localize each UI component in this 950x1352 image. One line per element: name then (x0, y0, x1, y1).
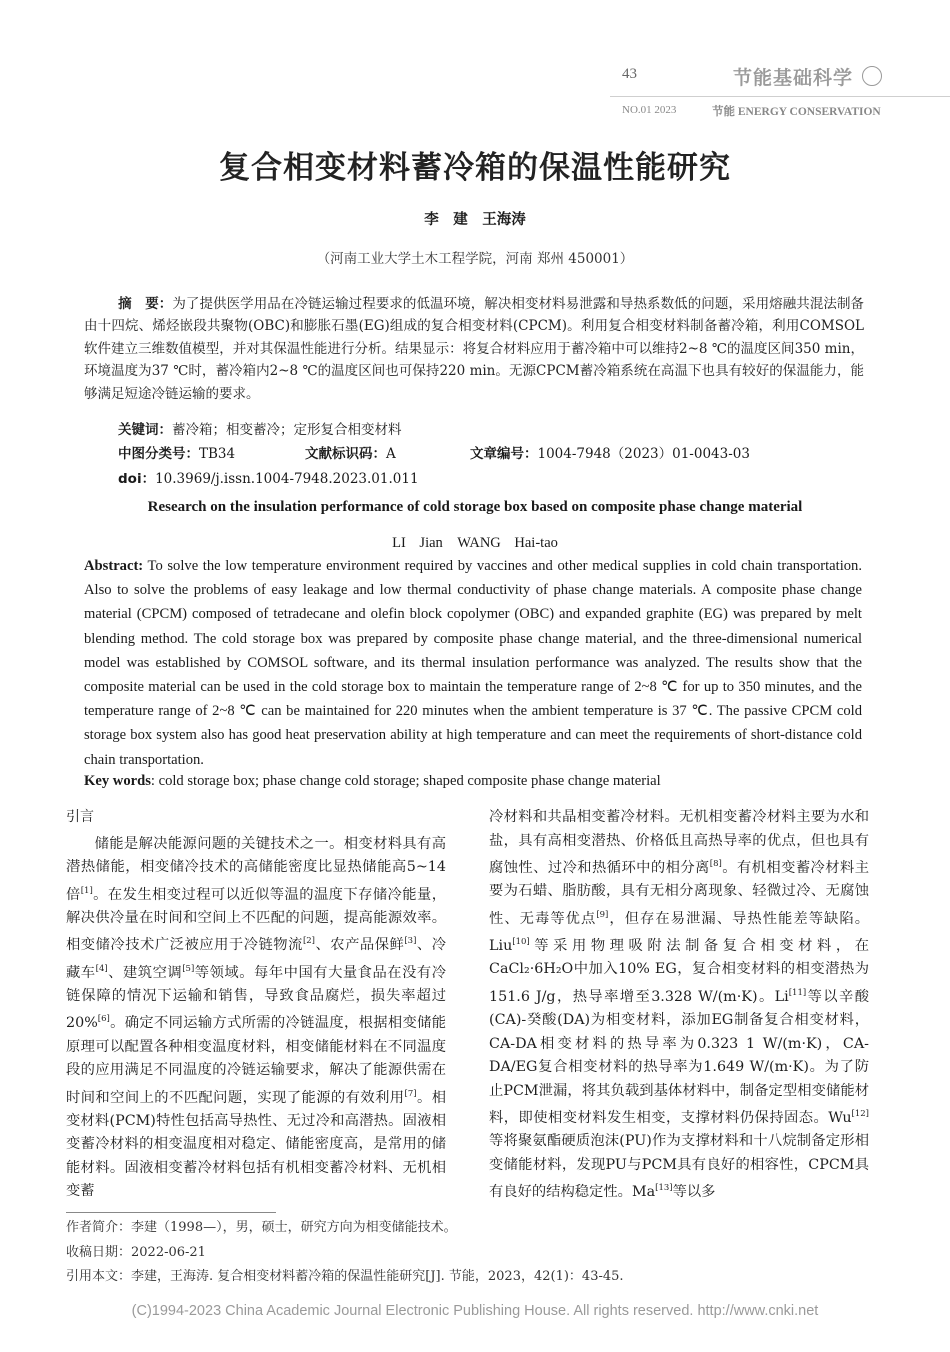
copyright-notice: (C)1994-2023 China Academic Journal Electronic Publishing House. All rights reserved. http://www.cnki.net (131, 1303, 819, 1319)
paper-title: 复合相变材料蓄冷箱的保温性能研究 (219, 150, 731, 186)
article-number-label: 文章编号： (470, 446, 538, 462)
english-authors: LI Jian WANG Hai-tao (392, 535, 558, 551)
abstract-en-text: To solve the low temperature environment required by vaccines and other medical supplies in cold chain transportation. Also to solve the problems of easy leakage and low thermal conductivity of phase change materials. A composite phase change material (CPCM) composed of tetradecane and olefin block copolymer (OBC) and expanded graphite (EG) was prepared by melt blending method. The cold storage box was prepared by composite phase change material, and the three-dimensional numerical model was established by COMSOL software, and its thermal insulation performance was analyzed. The results show that the composite material can be used in the cold storage box to maintain the temperature range of 2~8 ℃ for up to 350 minutes, and the temperature range of 2~8 ℃ can be maintained for 220 minutes when the ambient temperature is 37 ℃. The passive CPCM cold storage box system also has good heat preservation ability at high temperature and can meet the requirements of short-distance cold chain transportation. (84, 558, 863, 768)
issue-number: NO.01 2023 (622, 104, 677, 116)
abstract-en-label: Abstract: (84, 558, 144, 574)
abstract-cn-label: 摘 要： (118, 296, 173, 312)
affiliation: （河南工业大学土木工程学院，河南 郑州 450001） (316, 251, 634, 267)
footnote-citation: 引用本文：李建，王海涛. 复合相变材料蓄冷箱的保温性能研究[J]. 节能，2023，42(1)：43-45. (66, 1269, 624, 1284)
citation-ref[interactable]: [4] (95, 963, 108, 974)
classification (118, 442, 235, 462)
intro-paragraph-left: 储能是解决能源问题的关键技术之一。相变材料具有高潜热储能，相变储冷技术的高储能密度比显热储能高5~14倍[1]。在发生相变过程可以近似等温的温度下存储冷能量，解决供冷量在时间和空间上不匹配的问题，提高能源效率。相变储冷技术广泛被应用于冷链物流[2]、农产品保鲜[3]、冷藏车[4]、建筑空调[5]等领域。每年中国有大量食品在没有冷链保障的情况下运输和销售，导致食品腐烂，损失率超过20%[6]。确定不同运输方式所需的冷链温度，根据相变储能原理可以配置各种相变温度材料，相变储能材料在不同温度段的应用满足不同温度的冷链运输要求，解决了能源供需在时间和空间上的不匹配问题，实现了能源的有效利用[7]。相变材料(PCM)特性包括高导热性、无过冷和高潜热。固液相变蓄冷材料的相变温度相对稳定、储能密度高，是常用的储能材料。固液相变蓄冷材料包括有机相变蓄冷材料、无机相变蓄 (66, 835, 447, 1200)
document-code (305, 442, 396, 462)
body-right-column (489, 806, 869, 1205)
doi (118, 467, 419, 487)
citation-ref[interactable]: [11] (788, 987, 807, 998)
citation-ref[interactable]: [5] (182, 963, 195, 974)
classification-value: TB34 (199, 446, 236, 462)
abstract-cn-text: 为了提供医学用品在冷链运输过程要求的低温环境，解决相变材料易泄露和导热系数低的问题，采用熔融共混法制备由十四烷、烯烃嵌段共聚物(OBC)和膨胀石墨(EG)组成的复合相变材料(CPCM)。利用复合相变材料制备蓄冷箱，利用COMSOL软件建立三维数值模型，并对其保温性能进行分析。结果显示：将复合材料应用于蓄冷箱中可以维持2~8 ℃的温度区间350 min，环境温度为37 ℃时，蓄冷箱内2~8 ℃的温度区间也可保持220 min。无源CPCM蓄冷箱系统在高温下也具有较好的保温能力，能够满足短途冷链运输的要求。 (84, 296, 865, 402)
keywords-cn (118, 418, 402, 438)
keywords-cn-text: 蓄冷箱；相变蓄冷；定形复合相变材料 (172, 422, 402, 438)
journal-name: 节能基础科学 (733, 67, 854, 89)
citation-ref[interactable]: [12] (851, 1109, 869, 1120)
document-code-value: A (386, 446, 396, 462)
body-left-column (66, 806, 446, 1204)
citation-ref[interactable]: [3] (404, 936, 417, 947)
abstract-cn (84, 293, 864, 405)
citation-ref[interactable]: [9] (596, 909, 609, 920)
keywords-cn-label: 关键词： (118, 422, 172, 438)
citation-ref[interactable]: [10] (512, 937, 530, 948)
citation-ref[interactable]: [2] (302, 936, 315, 947)
intro-paragraph-right: 冷材料和共晶相变蓄冷材料。无机相变蓄冷材料主要为水和盐，具有高相变潜热、价格低且高热导率的优点，但也具有腐蚀性、过冷和热循环中的相分离[8]。有机相变蓄冷材料主要为石蜡、脂肪酸，具有无相分离现象、轻微过冷、无腐蚀性、无毒等优点[9]，但存在易泄漏、导热性能差等缺陷。Liu[10]等采用物理吸附法制备复合相变材料，在CaCl₂·6H₂O中加入10% EG，复合相变材料的相变潜热为151.6 J/g，热导率增至3.328 W/(m·K)。Li[11]等以辛酸(CA)-癸酸(DA)为相变材料，添加EG制备复合相变材料，CA-DA相变材料的热导率为0.323 1 W/(m·K)，CA-DA/EG复合相变材料的热导率为1.649 W/(m·K)。为了防止PCM泄漏，将其负载到基体材料中，制备定型相变储能材料，即使相变材料发生相变，支撑材料仍保持固态。Wu[12]等将聚氨酯硬质泡沫(PU)作为支撑材料和十八烷制备定形相变储能材料，发现PU与PCM具有良好的相容性，CPCM具有良好的结构稳定性。Ma[13]等以多 (489, 809, 870, 1201)
authors: 李 建 王海涛 (424, 212, 526, 228)
citation-ref[interactable]: [7] (404, 1088, 417, 1099)
keywords-en (84, 773, 661, 790)
page-number: 43 (622, 66, 637, 82)
article-number-value: 1004-7948（2023）01-0043-03 (537, 446, 750, 462)
article-number (470, 442, 750, 462)
keywords-en-label: Key words (84, 773, 151, 789)
abstract-en (84, 554, 862, 772)
keywords-en-text: : cold storage box; phase change cold storage; shaped composite phase change material (150, 773, 661, 789)
citation-ref[interactable]: [6] (97, 1014, 110, 1025)
footnote-received-date: 收稿日期：2022-06-21 (66, 1245, 206, 1260)
doi-label: doi： (118, 471, 156, 487)
english-title: Research on the insulation performance of cold storage box based on composite phase change material (147, 499, 803, 515)
doi-value[interactable]: 10.3969/j.issn.1004-7948.2023.01.011 (155, 471, 419, 487)
footnote-author-intro: 作者简介：李建（1998—），男，硕士，研究方向为相变储能技术。 (66, 1220, 457, 1235)
citation-ref[interactable]: [13] (655, 1183, 673, 1194)
citation-ref[interactable]: [8] (709, 859, 722, 869)
classification-label: 中图分类号： (118, 446, 199, 462)
citation-ref[interactable]: [1] (80, 885, 93, 896)
header-divider (610, 96, 950, 97)
journal-english-name: 节能 ENERGY CONSERVATION (712, 106, 881, 118)
journal-logo-icon (862, 66, 882, 86)
section-heading-introduction: 引言 (66, 809, 94, 825)
document-code-label: 文献标识码： (305, 446, 386, 462)
footnote-divider (66, 1212, 276, 1213)
